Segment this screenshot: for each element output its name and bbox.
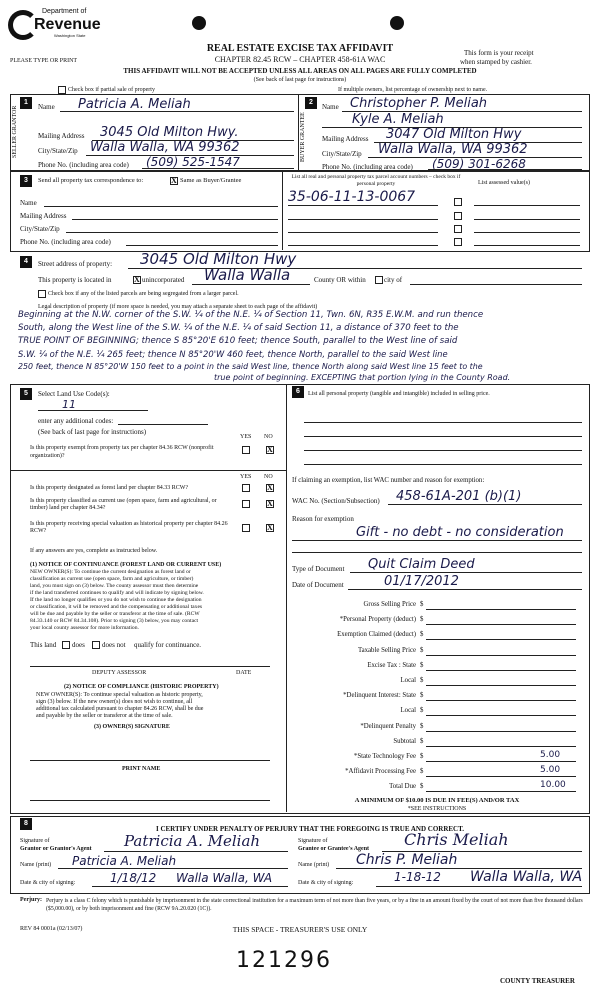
if-yes-text: If any answers are yes, complete as instructed below. (30, 548, 158, 554)
notice-1-line: will be due and payable by the seller or transferor at the time of sale. (RCW (30, 611, 200, 617)
county-field[interactable]: Walla Walla (204, 266, 291, 284)
personal-property-field-1[interactable] (304, 422, 582, 423)
currency-symbol: $ (420, 738, 424, 745)
buyer-address-field[interactable]: 3047 Old Milton Hwy (386, 127, 522, 142)
segregated-label: Check box if any of the listed parcels are being segregated from a larger parcel. (48, 291, 239, 297)
tax-row-label: Local (400, 677, 416, 684)
logo-top-text: Department of (42, 8, 87, 15)
partial-sale-label: Check box if partial sale of property (68, 87, 155, 93)
line (292, 552, 582, 553)
line (388, 504, 582, 505)
legal-line-4[interactable]: S.W. ¼ of the N.E. ¼ 265 feet; thence N 85°20'W 460 feet, thence North, parallel to the said West line (18, 349, 448, 359)
seller-phone-field[interactable]: (509) 525-1547 (146, 155, 240, 169)
buyer-phone-field[interactable]: (509) 301-6268 (432, 157, 526, 171)
buyer-city-label: City/State/Zip (322, 150, 362, 158)
tax-row-value[interactable]: 5.00 (540, 765, 561, 775)
seller-city-field[interactable]: Walla Walla, WA 99362 (90, 140, 240, 155)
minimum-due-text: A MINIMUM OF $10.00 IS DUE IN FEE(S) AND/OR TAX (354, 797, 520, 804)
tax-row-line (426, 670, 576, 671)
tax-row-line (426, 624, 576, 625)
currency-symbol: $ (420, 662, 424, 669)
owner-print-name-field[interactable] (30, 800, 270, 801)
yes-header: YES (240, 434, 252, 440)
notice-1-title: (1) NOTICE OF CONTINUANCE (FOREST LAND OR CURRENT USE) (30, 562, 222, 568)
street-label: Street address of property: (38, 260, 113, 268)
tax-row-line (426, 639, 576, 640)
wac-field[interactable]: 458-61A-201 (b)(1) (396, 489, 522, 504)
currency-symbol: $ (420, 692, 424, 699)
county-treasurer-text: COUNTY TREASURER (500, 977, 575, 985)
line (288, 205, 438, 206)
q-current-use: Is this property classified as current use (open space, farm and agricultural, or timber) land per chapter 84.34? (30, 498, 217, 511)
notice-1-line: if the land transferred continues to qualify and will indicate by signing below. (30, 590, 204, 596)
buyer-name-2-field[interactable]: Kyle A. Meliah (352, 112, 444, 127)
tax-row-label: Gross Selling Price (363, 601, 416, 608)
tax-row-line (426, 731, 576, 732)
personal-property-label: List all personal property (tangible and intangible) included in selling price. (308, 391, 490, 397)
legal-line-3[interactable]: TRUE POINT OF BEGINNING; thence S 85°20'E 610 feet; thence South, parallel to the West line of said (18, 336, 458, 346)
parcel-number-field[interactable]: 35-06-11-13-0067 (288, 189, 416, 205)
personal-property-field-2[interactable] (304, 436, 582, 437)
exempt-yes-checkbox[interactable] (242, 446, 250, 454)
tax-row-line (426, 715, 576, 716)
reason-label: Reason for exemption (292, 515, 354, 523)
grantee-name-label: Name (print) (298, 862, 330, 868)
currency-symbol: $ (420, 631, 424, 638)
additional-codes-label: enter any additional codes: (38, 417, 114, 425)
does-label: does (72, 641, 85, 649)
corr-city-field[interactable] (66, 232, 278, 233)
grantor-date-label: Date & city of signing: (20, 880, 76, 886)
legal-line-2[interactable]: South, along the West line of the S.W. ¼ of the N.E. ¼ of said Section 11, a distance of 370 feet to the (18, 323, 459, 333)
forest-no-checkbox[interactable] (266, 484, 274, 492)
tax-row-label: Excise Tax : State (367, 662, 416, 669)
exempt-no-checkbox[interactable] (266, 446, 274, 454)
corr-city-label: City/State/Zip (20, 225, 60, 233)
line (38, 410, 148, 411)
buyer-phone-label: Phone No. (including area code) (322, 163, 413, 171)
currency-symbol: $ (420, 783, 424, 790)
section-2-number: 2 (305, 97, 317, 109)
tax-row-label: *Delinquent Interest: State (343, 692, 416, 699)
historical-yes-checkbox[interactable] (242, 524, 250, 532)
section-3-number: 3 (20, 175, 32, 187)
notice-2-line: and payable by the seller or transferor at the time of sale. (36, 713, 173, 719)
section-8-number: 8 (20, 818, 32, 830)
line (348, 589, 582, 590)
tax-row-line (426, 791, 576, 792)
seller-city-label: City/State/Zip (38, 147, 78, 155)
city-of-label: city of (384, 276, 403, 284)
personal-property-checkbox-2[interactable] (454, 212, 462, 220)
corr-phone-label: Phone No. (including area code) (20, 238, 111, 246)
assessed-header: List assessed value(s) (478, 180, 530, 186)
certify-statement: I CERTIFY UNDER PENALTY OF PERJURY THAT THE FOREGOING IS TRUE AND CORRECT. (155, 825, 464, 833)
see-back-text: (See back of last page for instructions) (253, 77, 347, 83)
street-field[interactable]: 3045 Old Milton Hwy (140, 250, 297, 268)
grantor-name-field[interactable]: Patricia A. Meliah (72, 854, 177, 868)
dor-logo (8, 4, 101, 46)
corr-address-label: Mailing Address (20, 212, 67, 220)
reason-field[interactable]: Gift - no debt - no consideration (356, 525, 564, 540)
grantor-signature-field[interactable]: Patricia A. Meliah (124, 832, 261, 850)
grantor-name-label: Name (print) (20, 862, 52, 868)
segregated-checkbox[interactable] (38, 290, 46, 298)
deputy-assessor-field[interactable] (30, 666, 270, 667)
notice-1-line: 84.33.140 or RCW 84.34.108). Prior to signing (3) below, you may contact (30, 618, 199, 624)
current-use-no-checkbox[interactable] (266, 500, 274, 508)
yes-header-2: YES (240, 474, 252, 480)
currency-symbol: $ (420, 768, 424, 775)
parcel-field-3[interactable] (288, 232, 438, 233)
personal-property-checkbox-1[interactable] (454, 198, 462, 206)
city-of-field[interactable] (410, 284, 582, 285)
sig-grantor-label-2: Grantor or Grantor's Agent (20, 846, 92, 852)
qualify-label: qualify for continuance. (134, 641, 202, 649)
seller-phone-label: Phone No. (including area code) (38, 161, 129, 169)
personal-property-field-4[interactable] (304, 464, 582, 465)
please-type-text: PLEASE TYPE OR PRINT (10, 58, 78, 64)
notice-1-line: land, you must sign on (3) below. The county assessor must then determine (30, 583, 199, 589)
grantee-signature-field[interactable]: Chris Meliah (404, 830, 509, 849)
corr-name-label: Name (20, 199, 37, 207)
legal-line-5[interactable]: 250 feet, thence N 85°20'W 150 feet to a point in the said West line, thence North along said West line 15 feet to the (18, 362, 483, 371)
doc-type-field[interactable]: Quit Claim Deed (368, 557, 475, 572)
multiple-owners-label: If multiple owners, list percentage of ownership next to name. (338, 87, 488, 93)
tax-row-value[interactable]: 5.00 (540, 750, 561, 760)
parcel-field-2[interactable] (288, 219, 438, 220)
notice-2-line: additional tax calculated pursuant to chapter 84.26 RCW, shall be due (36, 706, 204, 712)
forest-yes-checkbox[interactable] (242, 484, 250, 492)
tax-row-line (426, 685, 576, 686)
assessed-value-field-2[interactable] (474, 219, 580, 220)
tax-row-value[interactable]: 10.00 (540, 780, 566, 790)
historical-no-checkbox[interactable] (266, 524, 274, 532)
tax-row-label: *State Technology Fee (353, 753, 416, 760)
form-title: REAL ESTATE EXCISE TAX AFFIDAVIT (206, 43, 394, 54)
tax-row-label: *Personal Property (deduct) (339, 616, 416, 623)
perjury-label: Perjury: (20, 897, 42, 903)
land-use-see-back: (See back of last page for instructions) (38, 428, 147, 436)
rev-number: REV 84 0001a (02/13/07) (20, 926, 83, 932)
line (60, 111, 294, 112)
legal-line-1[interactable]: Beginning at the N.W. corner of the S.W. ¼ of the N.E. ¼ of Section 11, Twn. 6N, R35 E.W.M. and run thence (18, 310, 484, 320)
line (292, 540, 582, 541)
tax-row-line (426, 609, 576, 610)
corr-phone-field[interactable] (126, 245, 278, 246)
currency-symbol: $ (420, 677, 424, 684)
receipt-text-2: when stamped by cashier. (460, 58, 532, 66)
sig-grantee-label-2: Grantee or Grantee's Agent (298, 846, 370, 852)
notice-2-line: NEW OWNER(S): To continue special valuation as historic property, (36, 692, 203, 698)
parcel-header: List all real and personal property tax parcel account numbers – check box if personal property (291, 174, 461, 187)
current-use-yes-checkbox[interactable] (242, 500, 250, 508)
unincorporated-label: unincorporated (142, 276, 185, 284)
personal-property-checkbox-3[interactable] (454, 225, 462, 233)
assessed-value-field-4[interactable] (474, 245, 580, 246)
notice-2-line: sign (3) below. If the new owner(s) does not wish to continue, all (36, 699, 193, 705)
see-instructions-text: *SEE INSTRUCTIONS (407, 806, 467, 812)
tax-row-line (426, 746, 576, 747)
currency-symbol: $ (420, 753, 424, 760)
currency-symbol: $ (420, 723, 424, 730)
buyer-address-label: Mailing Address (322, 135, 369, 143)
land-use-label: Select Land Use Code(s): (38, 390, 110, 398)
owner-signature-title: (3) OWNER(S) SIGNATURE (94, 724, 170, 730)
personal-property-field-3[interactable] (304, 450, 582, 451)
does-not-checkbox[interactable] (92, 641, 100, 649)
county-label: County OR within (314, 276, 366, 284)
seller-address-label: Mailing Address (38, 132, 85, 140)
divider (286, 384, 287, 812)
same-as-buyer-label: Same as Buyer/Grantee (180, 177, 242, 184)
this-land-label: This land (30, 641, 57, 649)
currency-symbol: $ (420, 647, 424, 654)
divider (282, 170, 283, 250)
line (376, 886, 582, 887)
wac-label: WAC No. (Section/Subsection) (292, 497, 380, 505)
legal-description-label: Legal description of property (if more space is needed, you may attach a separate sheet to each page of the affidavit) (38, 304, 318, 310)
notice-1-line: NEW OWNER(S): To continue the current designation as forest land or (30, 569, 191, 575)
buyer-side-label: BUYER GRANTEE (300, 112, 306, 162)
does-checkbox[interactable] (62, 641, 70, 649)
divider (298, 94, 299, 171)
grantee-date-field[interactable]: 1-18-12 (394, 870, 441, 884)
located-in-label: This property is located in (38, 276, 112, 284)
q-historical: Is this property receiving special valuation as historical property per chapter 84.26 RCW? (30, 521, 228, 534)
section-6-number: 6 (292, 386, 304, 398)
date-label: DATE (236, 670, 252, 676)
warning-text: THIS AFFIDAVIT WILL NOT BE ACCEPTED UNLESS ALL AREAS ON ALL PAGES ARE FULLY COMPLETED (123, 67, 477, 75)
receipt-text: This form is your receipt (464, 49, 534, 57)
tax-row-label: Exemption Claimed (deduct) (337, 631, 416, 638)
tax-row-label: Total Due (389, 783, 416, 790)
line (192, 284, 310, 285)
parcel-field-4[interactable] (288, 245, 438, 246)
tax-row-line (426, 776, 576, 777)
grantor-date-field[interactable]: 1/18/12 (110, 871, 157, 885)
legal-line-6[interactable]: true point of beginning. EXCEPTING that portion lying in the County Road. (214, 373, 511, 382)
grantee-name-field[interactable]: Chris P. Meliah (356, 852, 458, 868)
print-name-label: PRINT NAME (122, 766, 161, 772)
correspondence-label: Send all property tax correspondence to: (38, 177, 144, 184)
unincorporated-checkbox[interactable] (133, 276, 141, 284)
city-of-checkbox[interactable] (375, 276, 383, 284)
buyer-name-label: Name (322, 103, 339, 111)
logo-main-text: Revenue (34, 16, 101, 33)
doc-type-label: Type of Document (292, 565, 345, 573)
corr-name-field[interactable] (44, 206, 278, 207)
corr-address-field[interactable] (72, 219, 278, 220)
doc-date-label: Date of Document (292, 581, 344, 589)
doc-date-field[interactable]: 01/17/2012 (384, 574, 459, 589)
additional-codes-field[interactable] (118, 424, 208, 425)
no-header-2: NO (264, 474, 273, 480)
stamp-number: 121296 (236, 948, 332, 973)
assessed-value-field-3[interactable] (474, 232, 580, 233)
notice-2-title: (2) NOTICE OF COMPLIANCE (HISTORIC PROPERTY) (64, 684, 219, 690)
binder-hole-icon (192, 16, 206, 30)
grantee-city-field[interactable]: Walla Walla, WA (470, 869, 583, 885)
tax-row-line (426, 655, 576, 656)
owner-signature-field[interactable] (30, 760, 270, 761)
seller-name-label: Name (38, 103, 55, 111)
sig-grantor-label-1: Signature of (20, 838, 50, 844)
land-use-code-field[interactable]: 11 (62, 398, 76, 411)
tax-row-label: *Affidavit Processing Fee (345, 768, 416, 775)
grantee-date-label: Date & city of signing: (298, 880, 354, 886)
no-header: NO (264, 434, 273, 440)
buyer-city-field[interactable]: Walla Walla, WA 99362 (378, 142, 528, 157)
form-chapter: CHAPTER 82.45 RCW – CHAPTER 458-61A WAC (214, 55, 386, 64)
tax-row-label: Local (400, 707, 416, 714)
notice-1-line: or classification, it will be removed and the compensating or additional taxes (30, 604, 203, 610)
partial-sale-checkbox[interactable] (58, 86, 66, 94)
currency-symbol: $ (420, 601, 424, 608)
line (142, 168, 294, 169)
sig-grantee-label-1: Signature of (298, 838, 328, 844)
notice-1-line: If the land no longer qualifies or you do not wish to continue the designation (30, 597, 202, 603)
section-5-number: 5 (20, 388, 32, 400)
notice-1-line: your local county assessor for more information. (30, 625, 139, 631)
buyer-name-field[interactable]: Christopher P. Meliah (350, 96, 488, 111)
currency-symbol: $ (420, 616, 424, 623)
logo-sub-text: Washington State (54, 33, 86, 38)
tax-row-line (426, 700, 576, 701)
seller-name-field[interactable]: Patricia A. Meliah (78, 97, 191, 112)
assessed-value-field-1[interactable] (474, 205, 580, 206)
section-4-number: 4 (20, 256, 32, 268)
treasurer-use-text: THIS SPACE - TREASURER'S USE ONLY (232, 925, 368, 934)
line (350, 572, 582, 573)
divider (10, 470, 286, 471)
does-not-label: does not (102, 641, 126, 649)
same-as-buyer-checkbox[interactable] (170, 177, 178, 185)
tax-row-line (426, 761, 576, 762)
line (128, 268, 582, 269)
personal-property-checkbox-4[interactable] (454, 238, 462, 246)
tax-row-label: Taxable Selling Price (357, 647, 416, 654)
section-1-number: 1 (20, 97, 32, 109)
notice-1-line: classification as current use (open space, farm and agriculture, or timber) (30, 576, 194, 582)
perjury-text: Perjury is a class C felony which is punishable by imprisonment in the state correctional institution for a maximum term of not more than five years, or by a fine in an amount fixed by the court of not more than five thousand dollars ($5,000.00), or by both imprisonment and fine (RCW 9A.20.020 (1C)). (46, 898, 583, 912)
tax-row-label: *Delinquent Penalty (360, 723, 416, 730)
line (92, 886, 288, 887)
tax-row-label: Subtotal (393, 738, 416, 745)
q-forest: Is this property designated as forest land per chapter 84.33 RCW? (30, 485, 189, 491)
q-exempt: Is this property exempt from property tax per chapter 84.36 RCW (nonprofit organization)? (30, 445, 214, 459)
line (104, 851, 288, 852)
binder-hole-icon (390, 16, 404, 30)
seller-side-label: SELLER GRANTOR (12, 105, 18, 158)
deputy-label: DEPUTY ASSESSOR (92, 670, 147, 676)
grantor-city-field[interactable]: Walla Walla, WA (176, 871, 273, 885)
currency-symbol: $ (420, 707, 424, 714)
seller-address-field[interactable]: 3045 Old Milton Hwy. (100, 125, 239, 140)
exemption-claim-label: If claiming an exemption, list WAC number and reason for exemption: (292, 477, 485, 484)
line (58, 868, 288, 869)
